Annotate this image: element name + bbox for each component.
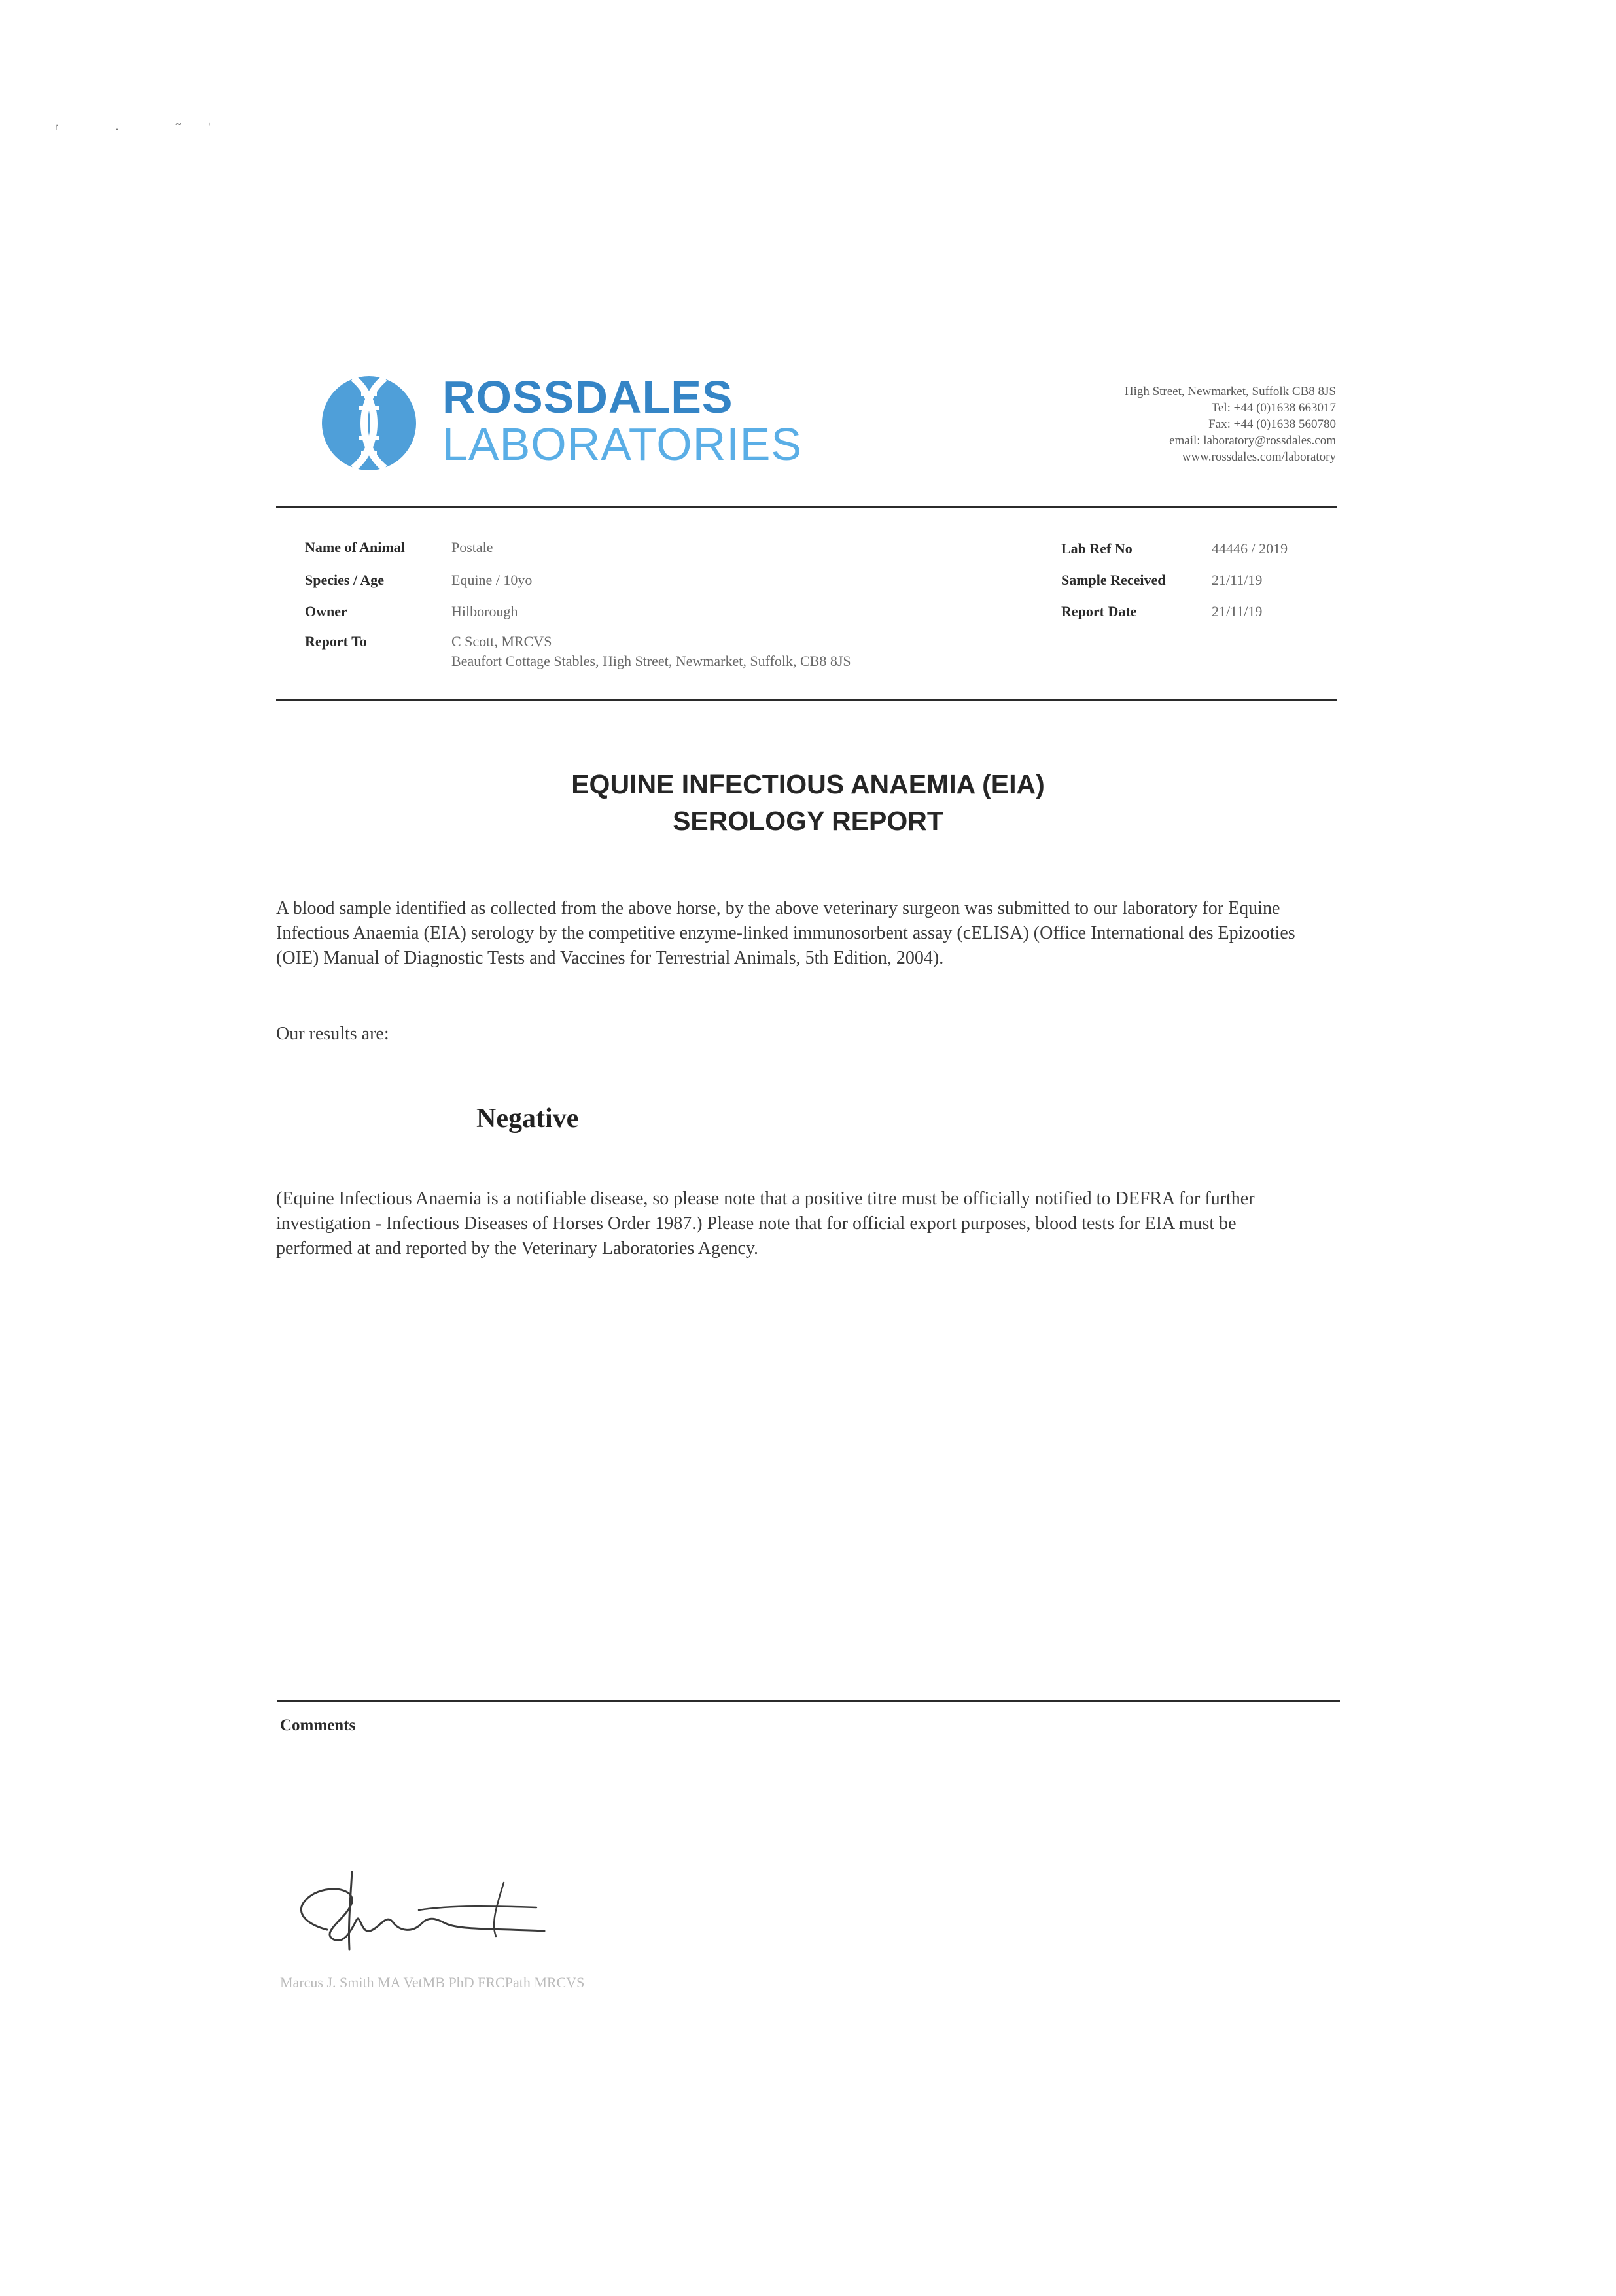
owner-label: Owner [305, 603, 347, 619]
signature-image [288, 1871, 563, 1956]
animal-name-value: Postale [451, 539, 493, 555]
report-title: EQUINE INFECTIOUS ANAEMIA (EIA) [571, 769, 1045, 799]
brand-name-line1: ROSSDALES [442, 372, 733, 423]
report-date-value: 21/11/19 [1212, 603, 1263, 619]
sample-received-label: Sample Received [1061, 572, 1166, 588]
results-intro: Our results are: [276, 1024, 389, 1044]
animal-name-label: Name of Animal [305, 539, 405, 555]
owner-value: Hilborough [451, 603, 518, 619]
header-divider [276, 506, 1337, 508]
report-to-address: Beaufort Cottage Stables, High Street, Newmarket, Suffolk, CB8 8JS [451, 653, 851, 669]
contact-web: www.rossdales.com/laboratory [1182, 450, 1336, 464]
dna-logo-icon [318, 374, 420, 472]
brand-name-line2: LABORATORIES [442, 419, 803, 470]
result-value: Negative [476, 1104, 579, 1134]
species-age-label: Species / Age [305, 572, 384, 588]
report-to-label: Report To [305, 633, 367, 650]
comments-label: Comments [280, 1716, 356, 1734]
report-subtitle: SEROLOGY REPORT [673, 806, 943, 836]
notifiable-note: (Equine Infectious Anaemia is a notifiable disease, so please note that a positive titre must be officially notified to DEFRA for further investigation - Infectious Diseases of Horses Order 1987.) Please note that for official export purposes, blood tests for EIA must be performed at and reported by the Veterinary Laboratories Agency. [276, 1189, 1255, 1259]
contact-address: High Street, Newmarket, Suffolk CB8 8JS [1124, 385, 1336, 398]
comments-divider [277, 1700, 1340, 1702]
intro-paragraph: A blood sample identified as collected from the above horse, by the above veterinary surgeon was submitted to our laboratory for Equine Infectious Anaemia (EIA) serology by the competitive enzyme-linked immunosorbent assay (cELISA) (Office International des Epizooties (OIE) Manual of Diagnostic Tests and Vaccines for Terrestrial Animals, 5th Edition, 2004). [276, 898, 1295, 968]
lab-ref-value: 44446 / 2019 [1212, 540, 1288, 557]
species-age-value: Equine / 10yo [451, 572, 533, 588]
contact-fax: Fax: +44 (0)1638 560780 [1208, 417, 1336, 431]
details-divider [276, 699, 1337, 701]
contact-tel: Tel: +44 (0)1638 663017 [1211, 401, 1336, 415]
report-to-name: C Scott, MRCVS [451, 633, 552, 650]
contact-email: email: laboratory@rossdales.com [1169, 434, 1336, 447]
sample-received-value: 21/11/19 [1212, 572, 1263, 588]
signatory-name: Marcus J. Smith MA VetMB PhD FRCPath MRCVS [280, 1974, 585, 1991]
margin-marks: ʳ · ˜ˈ [55, 120, 238, 137]
contact-block [1125, 383, 1336, 465]
report-date-label: Report Date [1061, 603, 1137, 619]
lab-ref-label: Lab Ref No [1061, 540, 1133, 557]
